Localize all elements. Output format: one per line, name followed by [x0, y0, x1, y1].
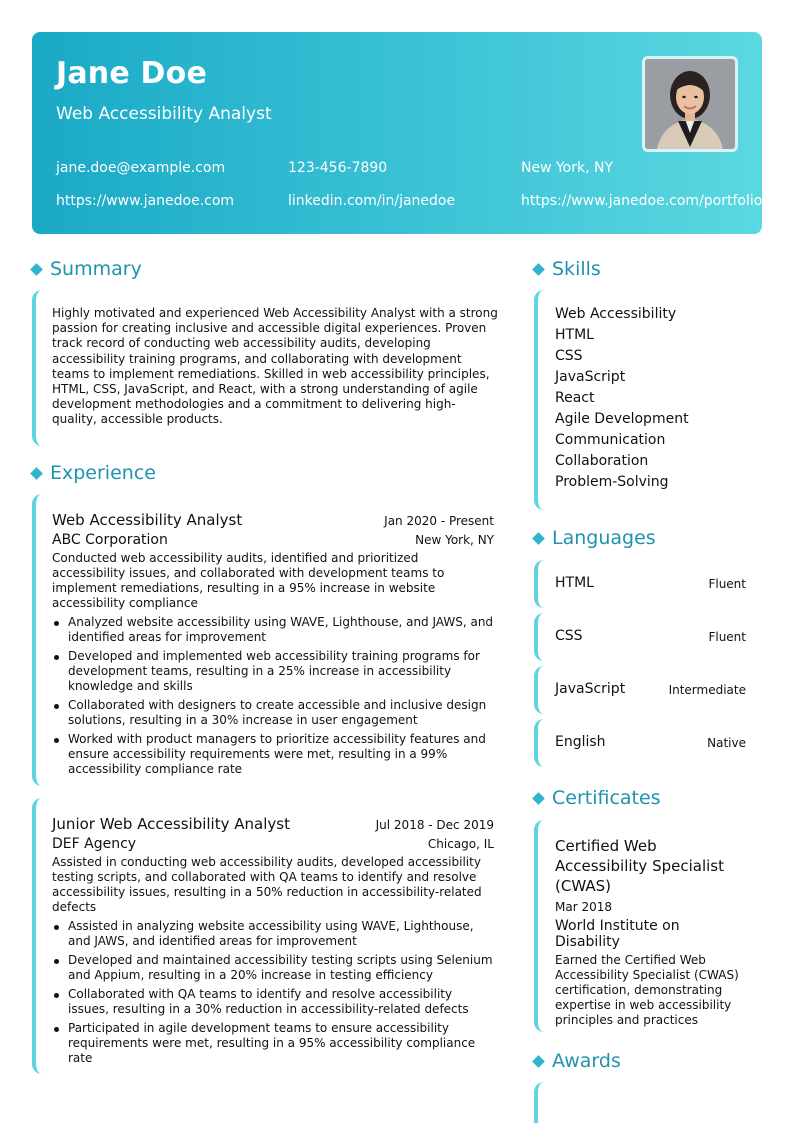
- contact-location: New York, NY: [521, 160, 614, 176]
- language-level: Intermediate: [668, 683, 746, 697]
- language-name: English: [555, 734, 606, 750]
- language-level: Fluent: [708, 630, 746, 644]
- diamond-icon: [30, 263, 43, 276]
- job-bullet: Collaborated with QA teams to identify and resolve accessibility issues, resulting in a 30% reduction in accessibility-related defects: [52, 987, 494, 1017]
- job-entry: [52, 511, 494, 777]
- awards-heading-text: Awards: [552, 1050, 621, 1072]
- certificate-name: Certified Web Accessibility Specialist (CWAS): [555, 837, 724, 895]
- contact-phone[interactable]: 123-456-7890: [288, 160, 388, 176]
- skill-item: Agile Development: [555, 411, 689, 427]
- header-banner: [32, 32, 762, 234]
- diamond-icon: [532, 1055, 545, 1068]
- job-bullet: Participated in agile development teams to ensure accessibility requirements were met, resulting in a 95% accessibility compliance rate: [52, 1021, 494, 1066]
- contact-portfolio[interactable]: https://www.janedoe.com/portfolio: [521, 193, 762, 209]
- job-location: Chicago, IL: [427, 837, 494, 851]
- skill-item: CSS: [555, 348, 583, 364]
- certificate-description: Earned the Certified Web Accessibility Specialist (CWAS) certification, demonstrating expertise in web accessibility principles and practices: [555, 953, 739, 1027]
- job-dates: Jul 2018 - Dec 2019: [375, 818, 494, 832]
- skill-item: JavaScript: [555, 369, 626, 385]
- languages-heading-text: Languages: [552, 527, 656, 549]
- job-entry: [52, 815, 494, 1066]
- diamond-icon: [532, 792, 545, 805]
- languages-heading: [534, 527, 656, 549]
- job-bullet: Worked with product managers to prioritize accessibility features and ensure accessibility requirements were met, resulting in a 99% accessibility compliance rate: [52, 732, 494, 777]
- job-location: New York, NY: [415, 533, 494, 547]
- certificate-date: Mar 2018: [555, 900, 612, 914]
- skill-item: Communication: [555, 432, 666, 448]
- language-level: Fluent: [708, 577, 746, 591]
- job-company: ABC Corporation: [52, 532, 168, 548]
- profile-photo: [642, 56, 738, 152]
- job-dates: Jan 2020 - Present: [384, 514, 494, 528]
- awards-block: [534, 1082, 750, 1123]
- diamond-icon: [532, 263, 545, 276]
- job-bullet: Collaborated with designers to create accessible and inclusive design solutions, resulting in a 30% increase in user engagement: [52, 698, 494, 728]
- skill-item: Problem-Solving: [555, 474, 669, 490]
- job-description: Assisted in conducting web accessibility audits, developed accessibility testing scripts, and collaborated with QA teams to identify and resolve accessibility issues, resulting in a 50% reduction in accessibility-related defects: [52, 855, 482, 914]
- job-bullets: [52, 615, 494, 777]
- contact-linkedin[interactable]: linkedin.com/in/janedoe: [288, 193, 456, 209]
- language-name: JavaScript: [555, 681, 626, 697]
- certificates-heading-text: Certificates: [552, 787, 661, 809]
- summary-heading-text: Summary: [50, 258, 142, 280]
- diamond-icon: [532, 532, 545, 545]
- certificates-heading: [534, 787, 661, 809]
- skill-item: Web Accessibility: [555, 306, 677, 322]
- candidate-name: Jane Doe: [56, 56, 208, 91]
- summary-heading: [32, 258, 142, 280]
- job-bullet: Assisted in analyzing website accessibility using WAVE, Lighthouse, and JAWS, and identified areas for improvement: [52, 919, 494, 949]
- certificate-entry: [555, 836, 747, 1028]
- language-name: CSS: [555, 628, 583, 644]
- experience-heading: [32, 462, 156, 484]
- certificate-issuer: World Institute on Disability: [555, 918, 680, 950]
- job-bullet: Developed and maintained accessibility testing scripts using Selenium and Appium, resulting in a 20% increase in testing efficiency: [52, 953, 494, 983]
- profile-photo-image: [645, 59, 735, 149]
- skill-item: Collaboration: [555, 453, 649, 469]
- language-level: Native: [707, 736, 746, 750]
- job-bullet: Analyzed website accessibility using WAVE, Lighthouse, and JAWS, and identified areas for improvement: [52, 615, 494, 645]
- contact-website[interactable]: https://www.janedoe.com: [56, 193, 235, 209]
- job-company: DEF Agency: [52, 836, 137, 852]
- skill-item: React: [555, 390, 595, 406]
- summary-text: Highly motivated and experienced Web Accessibility Analyst with a strong passion for creating inclusive and accessible digital experiences. Proven track record of conducting web accessibility audits, developing accessibility training programs, and collaborating with development teams to implement remediations. Skilled in web accessibility principles, HTML, CSS, JavaScript, and React, with a strong understanding of agile development methodologies and a commitment to delivering high-quality, accessible products.: [52, 306, 498, 427]
- candidate-title: Web Accessibility Analyst: [56, 104, 272, 124]
- job-bullets: [52, 919, 494, 1066]
- job-title: Junior Web Accessibility Analyst: [52, 815, 290, 833]
- diamond-icon: [30, 467, 43, 480]
- skills-heading: [534, 258, 601, 280]
- awards-heading: [534, 1050, 621, 1072]
- skill-item: HTML: [555, 327, 594, 343]
- experience-heading-text: Experience: [50, 462, 156, 484]
- job-description: Conducted web accessibility audits, identified and prioritized accessibility issues, and collaborated with development teams to implement remediations, resulting in a 95% increase in website accessibility compliance: [52, 551, 445, 610]
- job-bullet: Developed and implemented web accessibility training programs for development teams, resulting in a 25% increase in accessibility knowledge and skills: [52, 649, 494, 694]
- skills-heading-text: Skills: [552, 258, 601, 280]
- language-name: HTML: [555, 575, 594, 591]
- job-title: Web Accessibility Analyst: [52, 511, 243, 529]
- contact-email[interactable]: jane.doe@example.com: [56, 160, 226, 176]
